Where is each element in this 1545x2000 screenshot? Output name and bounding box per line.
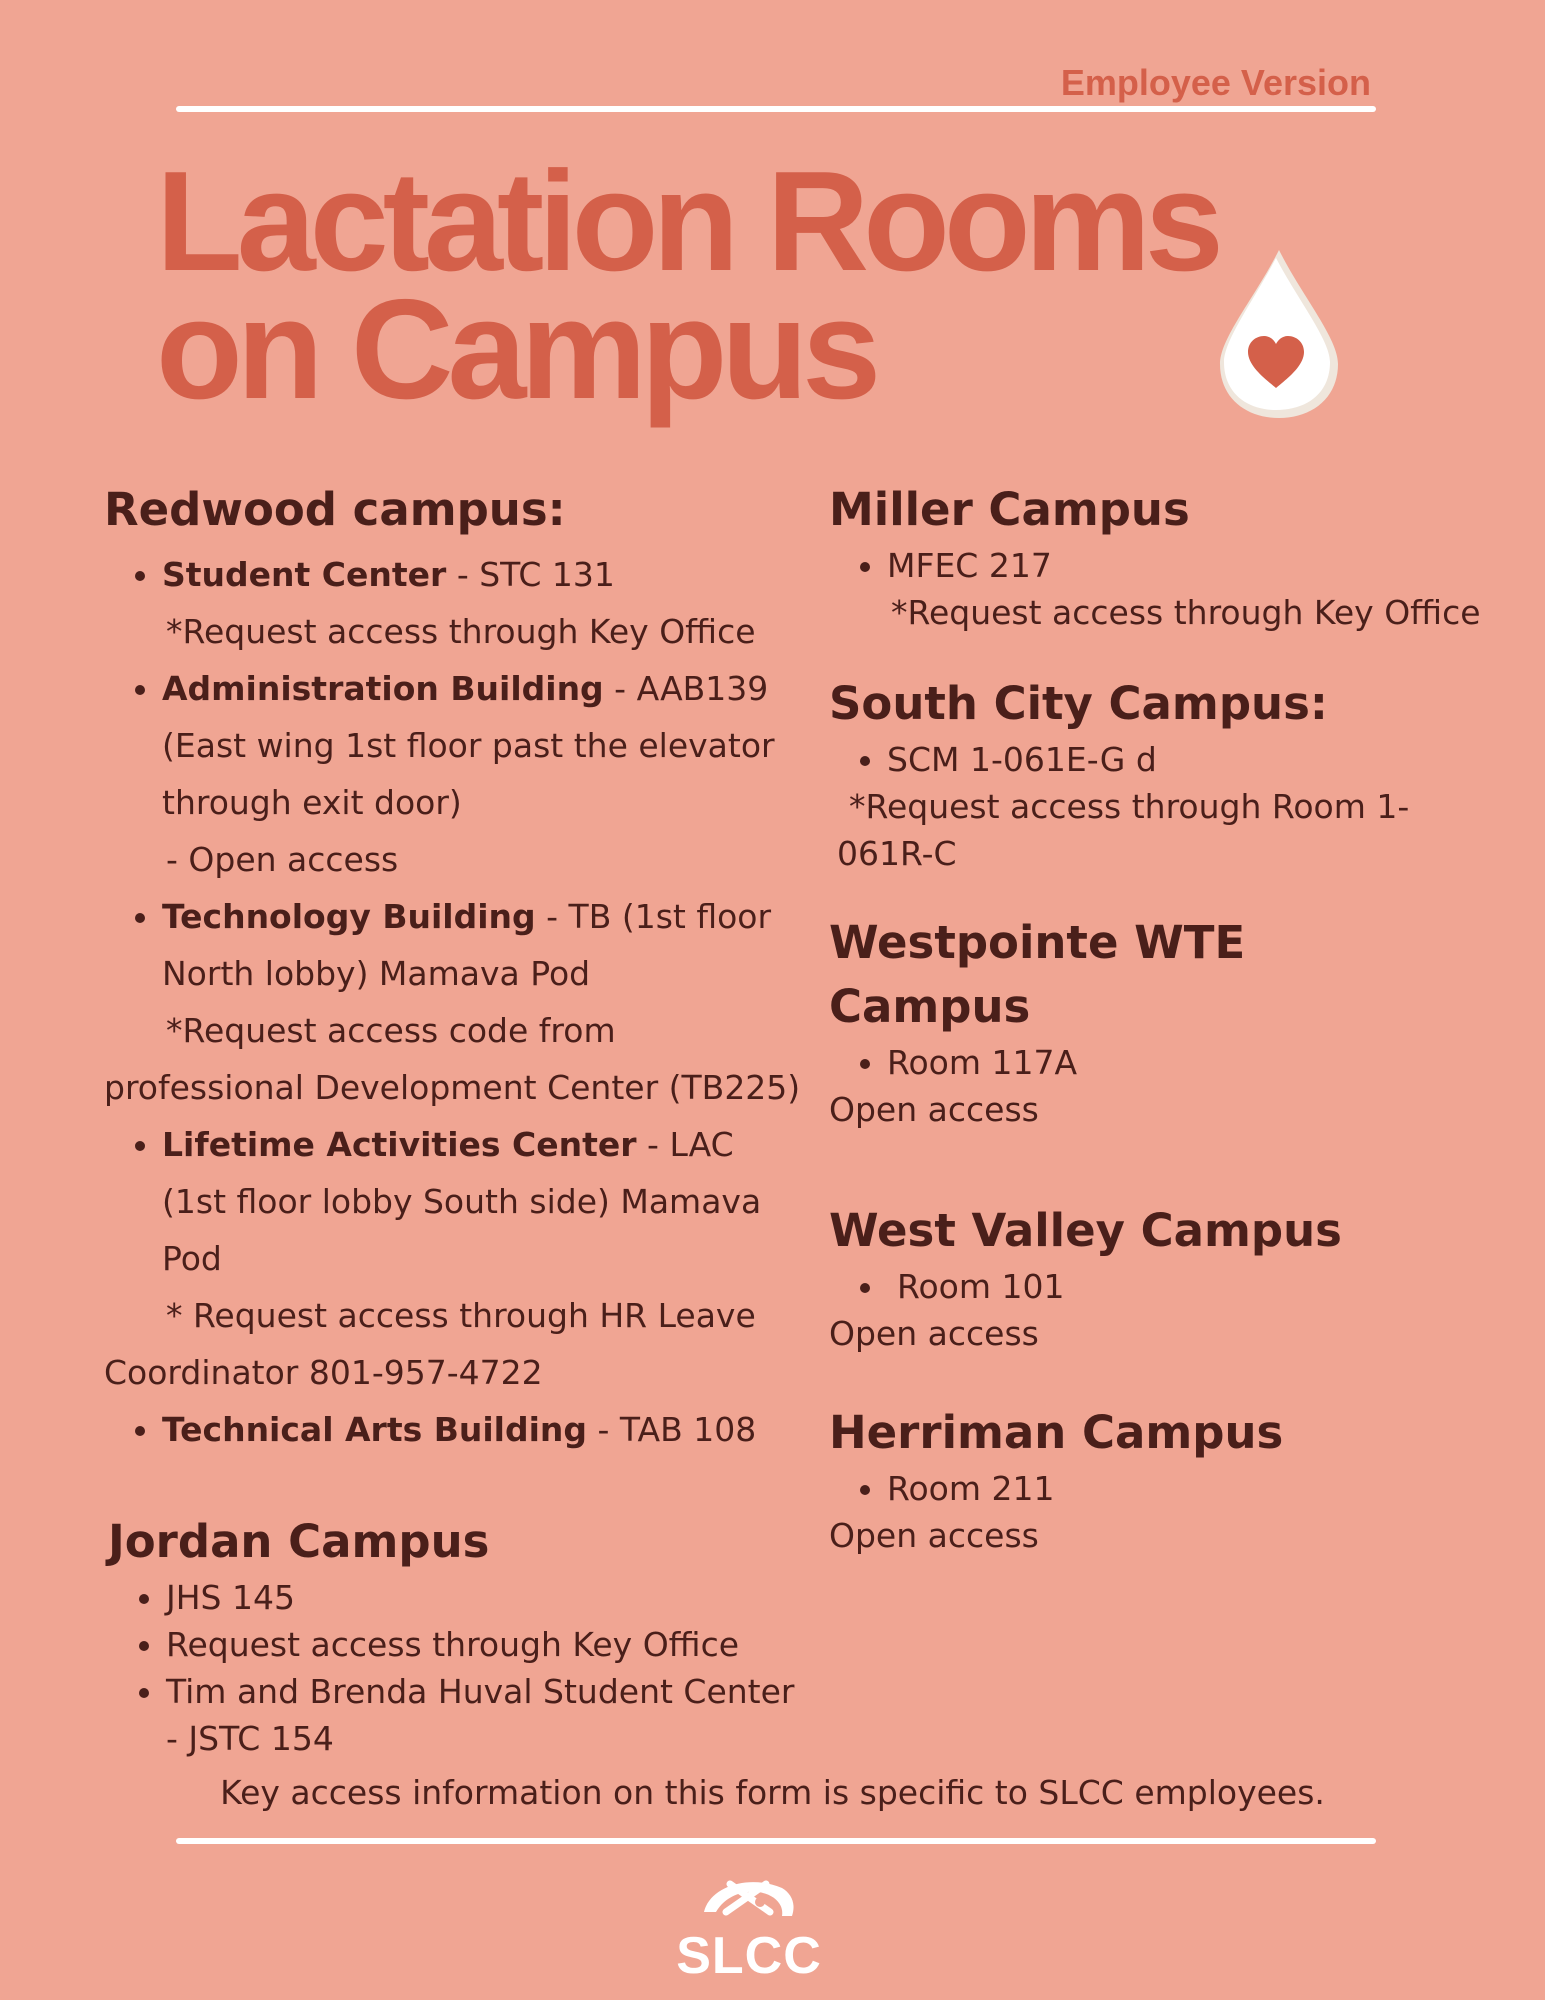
miller-list — [829, 542, 1529, 589]
access-note: *Request access code from professional Development Center (TB225) — [104, 1011, 801, 1107]
south-city-heading: South City Campus: — [829, 677, 1328, 730]
list-item: • SCM 1-061E-G d — [887, 736, 1529, 783]
redwood-list-continued — [104, 1116, 804, 1287]
list-item — [162, 1401, 804, 1458]
slcc-logo — [674, 1872, 824, 1985]
list-item: • JHS 145 — [166, 1574, 804, 1621]
south-city-section — [829, 672, 1529, 877]
list-item: • Room 211 — [887, 1465, 1529, 1512]
list-item: • Room 101 — [887, 1263, 1529, 1310]
herriman-list — [829, 1465, 1529, 1512]
logo-text: SLCC — [676, 1927, 822, 1985]
westpointe-list — [829, 1039, 1529, 1086]
herriman-section — [829, 1401, 1529, 1559]
redwood-list — [104, 546, 804, 1002]
access-note: Open access — [829, 1090, 1039, 1129]
access-note: *Request access through Key Office — [166, 612, 756, 651]
building-name: Technical Arts Building — [162, 1410, 588, 1449]
room-detail: - TB (1st floor North lobby) Mamava Pod — [162, 897, 772, 993]
list-item: • Room 117A — [887, 1039, 1529, 1086]
room-detail: - LAC (1st floor lobby South side) Mamava Pod — [162, 1125, 762, 1278]
slcc-bruin-icon — [674, 1872, 824, 1932]
room-detail: - STC 131 — [446, 555, 615, 594]
jordan-section — [104, 1510, 804, 1762]
access-note: *Request access through Key Office — [891, 593, 1481, 632]
list-item: • Tim and Brenda Huval Student Center - JSTC 154 — [166, 1668, 804, 1762]
redwood-list-end — [104, 1401, 804, 1458]
west-valley-list — [829, 1263, 1529, 1310]
version-label: Employee Version — [1060, 62, 1371, 103]
list-item — [162, 1116, 804, 1287]
west-valley-section — [829, 1199, 1529, 1357]
access-note: - Open access — [166, 840, 399, 879]
westpointe-section — [829, 911, 1529, 1133]
west-valley-heading: West Valley Campus — [829, 1204, 1342, 1257]
footer-note: Key access information on this form is specific to SLCC employees. — [220, 1773, 1325, 1812]
miller-heading: Miller Campus — [829, 483, 1190, 536]
redwood-heading: Redwood campus: — [104, 483, 566, 536]
building-name: Technology Building — [162, 897, 536, 936]
miller-section — [829, 478, 1529, 636]
right-column — [829, 478, 1529, 1559]
page-title — [156, 142, 1218, 429]
room-detail: - TAB 108 — [587, 1410, 757, 1449]
title-line-2: on Campus — [156, 270, 876, 429]
title-line-1: Lactation Rooms — [156, 142, 1218, 301]
list-item — [162, 888, 804, 1002]
access-note: * Request access through HR Leave Coordinator 801-957-4722 — [104, 1296, 756, 1392]
building-name: Student Center — [162, 555, 447, 594]
south-city-list — [829, 736, 1529, 783]
access-note: Open access — [829, 1516, 1039, 1555]
milk-drop-heart-icon — [1216, 246, 1342, 422]
bottom-divider — [176, 1838, 1376, 1844]
list-item: • MFEC 217 — [887, 542, 1529, 589]
top-divider — [176, 106, 1376, 112]
building-name: Lifetime Activities Center — [162, 1125, 637, 1164]
westpointe-heading: Westpointe WTE Campus — [829, 916, 1246, 1033]
list-item: • Request access through Key Office — [166, 1621, 804, 1668]
access-note: *Request access through Room 1-061R-C — [837, 787, 1410, 873]
redwood-section — [104, 478, 804, 1458]
jordan-list — [104, 1574, 804, 1762]
left-column — [104, 478, 804, 1762]
access-note: Open access — [829, 1314, 1039, 1353]
jordan-heading: Jordan Campus — [108, 1515, 490, 1568]
room-detail: - AAB139 (East wing 1st floor past the elevator through exit door) — [162, 669, 775, 822]
list-item — [162, 660, 804, 888]
list-item — [162, 546, 804, 660]
building-name: Administration Building — [162, 669, 604, 708]
herriman-heading: Herriman Campus — [829, 1406, 1284, 1459]
